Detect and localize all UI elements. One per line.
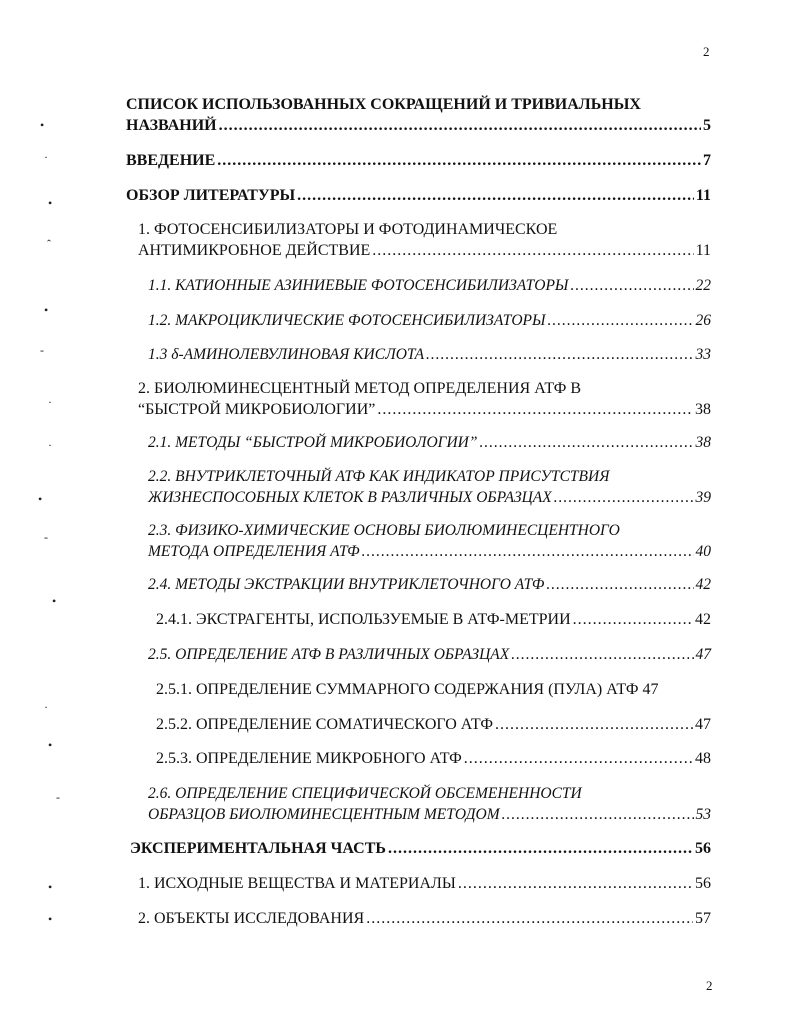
scan-speck: · xyxy=(48,395,52,409)
toc-entry-title: ЭКСПЕРИМЕНТАЛЬНАЯ ЧАСТЬ xyxy=(130,840,386,857)
scan-speck: • xyxy=(52,594,57,608)
toc-page-number: 47 xyxy=(695,716,711,733)
toc-entry-section-2-3[interactable] xyxy=(148,520,711,562)
toc-page-number: 7 xyxy=(703,152,711,169)
toc-entry-experimental[interactable] xyxy=(130,838,711,859)
toc-entry-title: 1.1. КАТИОННЫЕ АЗИНИЕВЫЕ ФОТОСЕНСИБИЛИЗАТОРЫ xyxy=(148,277,569,294)
toc-entry-title: 1. ИСХОДНЫЕ ВЕЩЕСТВА И МАТЕРИАЛЫ xyxy=(138,875,456,892)
toc-page-number: 47 xyxy=(695,646,711,663)
toc-entry-title-cont: МЕТОДА ОПРЕДЕЛЕНИЯ АТФ xyxy=(148,543,360,560)
toc-page-number: 53 xyxy=(695,806,711,823)
toc-entry-title: 2.4.1. ЭКСТРАГЕНТЫ, ИСПОЛЬЗУЕМЫЕ В АТФ-МЕТРИИ xyxy=(156,611,571,628)
dot-leader xyxy=(297,185,694,206)
dot-leader xyxy=(219,115,701,136)
toc-page-number: 57 xyxy=(695,910,711,927)
toc-entry-title: 2.4. МЕТОДЫ ЭКСТРАКЦИИ ВНУТРИКЛЕТОЧНОГО АТФ xyxy=(148,576,545,593)
toc-entry-section-2-6[interactable] xyxy=(148,783,711,825)
dot-leader xyxy=(502,804,694,825)
toc-entry-section-1-2[interactable] xyxy=(148,310,711,331)
scan-speck: • xyxy=(48,196,53,210)
page-number-top: 2 xyxy=(703,44,710,59)
dot-leader xyxy=(548,310,694,331)
toc-entry-title: 2.1. МЕТОДЫ “БЫСТРОЙ МИКРОБИОЛОГИИ” xyxy=(148,434,478,451)
dot-leader xyxy=(570,275,693,296)
toc-entry-title: 1.2. МАКРОЦИКЛИЧЕСКИЕ ФОТОСЕНСИБИЛИЗАТОРЫ xyxy=(148,312,546,329)
toc-entry-literature-review[interactable] xyxy=(126,185,711,206)
toc-entry-exp-2[interactable] xyxy=(138,908,711,929)
toc-page-number: 39 xyxy=(695,489,711,506)
toc-entry-title: 2.5. ОПРЕДЕЛЕНИЕ АТФ В РАЗЛИЧНЫХ ОБРАЗЦАХ xyxy=(148,646,510,663)
toc-page-number: 48 xyxy=(695,750,711,767)
scan-speck: • xyxy=(48,880,53,894)
scan-speck: ˆ xyxy=(47,237,51,251)
scan-speck: • xyxy=(38,492,43,506)
toc-page-number: 33 xyxy=(695,346,711,363)
scan-speck: • xyxy=(44,303,49,317)
dot-leader xyxy=(511,644,693,665)
toc-entry-title: 2.2. ВНУТРИКЛЕТОЧНЫЙ АТФ КАК ИНДИКАТОР ПРИСУТСТВИЯ xyxy=(148,468,610,485)
scan-speck: - xyxy=(44,530,48,544)
dot-leader xyxy=(554,487,694,508)
toc-entry-title-cont: ЖИЗНЕСПОСОБНЫХ КЛЕТОК В РАЗЛИЧНЫХ ОБРАЗЦАХ xyxy=(148,489,552,506)
scan-speck: • xyxy=(48,738,53,752)
dot-leader xyxy=(362,541,694,562)
toc-entry-title: 2. ОБЪЕКТЫ ИССЛЕДОВАНИЯ xyxy=(138,910,365,927)
toc-entry-title: ВВЕДЕНИЕ xyxy=(126,152,216,169)
dot-leader xyxy=(366,908,693,929)
toc-entry-title: ОБЗОР ЛИТЕРАТУРЫ xyxy=(126,187,296,204)
toc-entry-title: 2.5.1. ОПРЕДЕЛЕНИЕ СУММАРНОГО СОДЕРЖАНИЯ (ПУЛА) АТФ 47 xyxy=(156,681,659,698)
toc-entry-title: 2.5.2. ОПРЕДЕЛЕНИЕ СОМАТИЧЕСКОГО АТФ xyxy=(156,716,493,733)
dot-leader xyxy=(479,432,693,453)
toc-page-number: 11 xyxy=(695,242,711,259)
dot-leader xyxy=(377,399,693,420)
toc-entry-title: 2. БИОЛЮМИНЕСЦЕНТНЫЙ МЕТОД ОПРЕДЕЛЕНИЯ АТФ В xyxy=(138,380,582,397)
scan-speck: - xyxy=(56,790,60,804)
scan-speck: - xyxy=(40,343,44,357)
dot-leader xyxy=(464,748,693,769)
scan-speck: · xyxy=(44,150,48,164)
toc-entry-title-cont: ОБРАЗЦОВ БИОЛЮМИНЕСЦЕНТНЫМ МЕТОДОМ xyxy=(148,806,500,823)
toc-page-number: 26 xyxy=(695,312,711,329)
toc-entry-section-2-5-1[interactable] xyxy=(156,679,711,700)
toc-entry-title: СПИСОК ИСПОЛЬЗОВАННЫХ СОКРАЩЕНИЙ И ТРИВИАЛЬНЫХ xyxy=(126,96,641,113)
toc-entry-section-2-1[interactable] xyxy=(148,432,711,453)
dot-leader xyxy=(372,240,693,261)
toc-page-number: 40 xyxy=(695,543,711,560)
toc-entry-section-2-2[interactable] xyxy=(148,466,711,508)
dot-leader xyxy=(217,150,701,171)
scan-speck: • xyxy=(40,118,45,132)
toc-entry-section-2-4[interactable] xyxy=(148,574,711,595)
toc-entry-section-1-3[interactable] xyxy=(148,344,711,365)
toc-page-number: 5 xyxy=(703,117,711,134)
toc-page-number: 38 xyxy=(695,434,711,451)
toc-page-number: 38 xyxy=(695,401,711,418)
toc-entry-introduction[interactable] xyxy=(126,150,711,171)
toc-entry-title-cont: АНТИМИКРОБНОЕ ДЕЙСТВИЕ xyxy=(138,242,371,259)
dot-leader xyxy=(495,714,693,735)
dot-leader xyxy=(458,873,693,894)
toc-entry-abbreviations[interactable] xyxy=(126,94,711,136)
toc-entry-title: 2.6. ОПРЕДЕЛЕНИЕ СПЕЦИФИЧЕСКОЙ ОБСЕМЕНЕННОСТИ xyxy=(148,785,582,802)
toc-page-number: 42 xyxy=(695,611,711,628)
toc-page-number: 56 xyxy=(695,840,711,857)
toc-entry-section-2-4-1[interactable] xyxy=(156,609,711,630)
dot-leader xyxy=(546,574,693,595)
toc-page-number: 42 xyxy=(695,576,711,593)
toc-entry-section-2-5-3[interactable] xyxy=(156,748,711,769)
dot-leader xyxy=(573,609,693,630)
toc-page-number: 11 xyxy=(695,187,711,204)
scan-speck: · xyxy=(48,438,52,452)
toc-entry-title: 1.3 δ-АМИНОЛЕВУЛИНОВАЯ КИСЛОТА xyxy=(148,346,425,363)
toc-entry-section-2-5-2[interactable] xyxy=(156,714,711,735)
scan-speck: · xyxy=(44,700,48,714)
toc-entry-section-2[interactable] xyxy=(138,378,711,420)
toc-entry-section-1-1[interactable] xyxy=(148,275,711,296)
toc-page-number: 22 xyxy=(695,277,711,294)
toc-entry-section-2-5[interactable] xyxy=(148,644,711,665)
toc-page-number: 56 xyxy=(695,875,711,892)
toc-entry-title-cont: “БЫСТРОЙ МИКРОБИОЛОГИИ” xyxy=(138,401,376,418)
dot-leader xyxy=(426,344,693,365)
toc-entry-title: 1. ФОТОСЕНСИБИЛИЗАТОРЫ И ФОТОДИНАМИЧЕСКОЕ xyxy=(138,221,558,238)
toc-entry-section-1[interactable] xyxy=(138,219,711,261)
toc-entry-title: 2.5.3. ОПРЕДЕЛЕНИЕ МИКРОБНОГО АТФ xyxy=(156,750,462,767)
dot-leader xyxy=(388,838,693,859)
scan-speck: • xyxy=(48,912,53,926)
toc-entry-title: 2.3. ФИЗИКО-ХИМИЧЕСКИЕ ОСНОВЫ БИОЛЮМИНЕСЦЕНТНОГО xyxy=(148,522,620,539)
toc-entry-title-cont: НАЗВАНИЙ xyxy=(126,117,217,134)
page-number-bottom: 2 xyxy=(706,978,713,993)
toc-entry-exp-1[interactable] xyxy=(138,873,711,894)
